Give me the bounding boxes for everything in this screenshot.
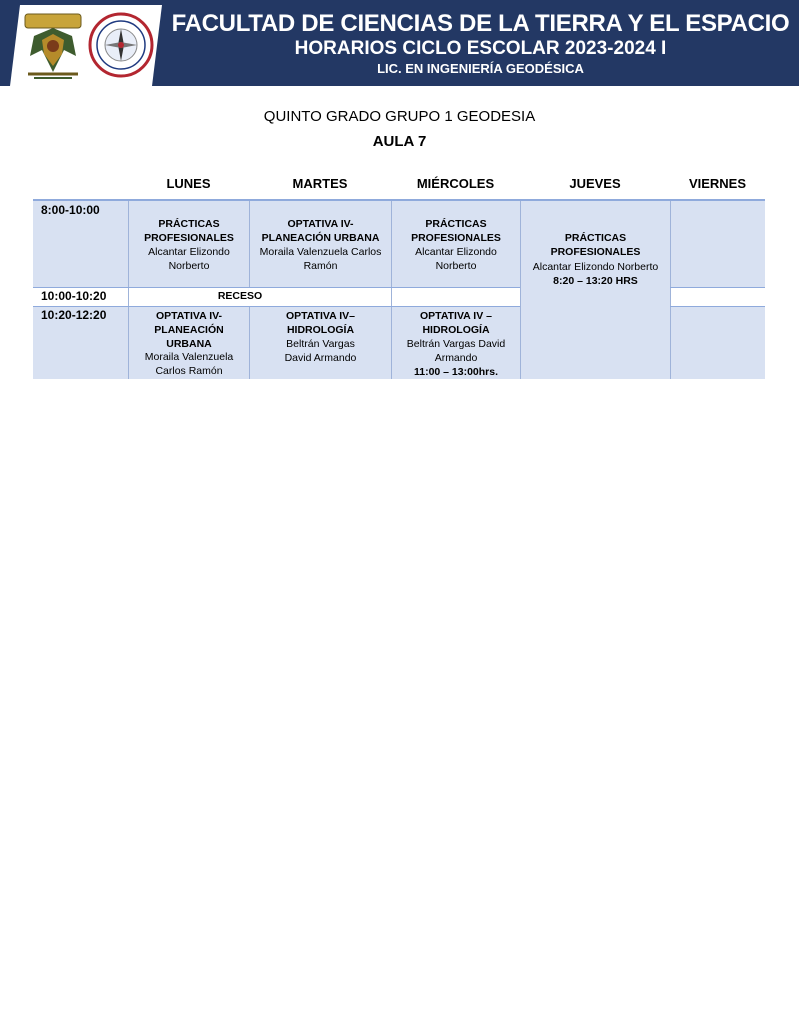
time-cell: [33, 287, 128, 306]
class-slot: [249, 201, 391, 287]
class-title: OPTATIVA IV– HIDROLOGÍA: [285, 310, 356, 336]
time-cell: [33, 201, 128, 287]
header-banner: [0, 0, 799, 86]
empty-slot: [670, 201, 765, 287]
class-teacher: Beltrán Vargas David Armando: [406, 338, 506, 364]
row-divider: [670, 306, 765, 307]
group-heading: QUINTO GRADO GRUPO 1 GEODESIA: [263, 108, 536, 125]
day-header-monday: LUNES: [166, 176, 211, 191]
class-teacher: Alcantar Elizondo Norberto: [148, 246, 230, 272]
university-crest-icon: [22, 10, 84, 82]
empty-slot: [391, 288, 520, 306]
empty-slot: [670, 288, 765, 306]
empty-slot: [670, 307, 765, 379]
row-divider: [670, 287, 765, 288]
time-label: 10:20-12:20: [41, 308, 107, 322]
day-header-thursday: JUEVES: [569, 176, 621, 191]
time-cell: [33, 306, 128, 379]
class-note: 11:00 – 13:00hrs.: [413, 366, 499, 378]
row-divider: [33, 287, 520, 288]
faculty-seal-icon: [88, 12, 154, 78]
class-slot: [249, 307, 391, 379]
class-teacher: Beltrán Vargas David Armando: [284, 338, 357, 364]
day-header-friday: VIERNES: [688, 176, 747, 191]
faculty-title: FACULTAD DE CIENCIAS DE LA TIERRA Y EL ESPACIO: [171, 10, 790, 37]
class-title: PRÁCTICAS PROFESIONALES: [144, 218, 234, 244]
class-title: OPTATIVA IV-PLANEACIÓN URBANA: [261, 218, 380, 244]
day-header-wednesday: MIÉRCOLES: [416, 176, 495, 191]
time-label: 10:00-10:20: [41, 289, 107, 303]
class-slot: [391, 307, 520, 379]
class-title: PRÁCTICAS PROFESIONALES: [411, 218, 501, 244]
class-note: 8:20 – 13:20 HRS: [553, 275, 638, 287]
class-title: OPTATIVA IV – HIDROLOGÍA: [420, 310, 492, 336]
schedule-subtitle: HORARIOS CICLO ESCOLAR 2023-2024 I: [294, 38, 667, 59]
class-teacher: Alcantar Elizondo Norberto: [532, 261, 659, 273]
banner-text: [162, 10, 799, 77]
class-title: PRÁCTICAS PROFESIONALES: [550, 232, 641, 258]
classroom-heading: AULA 7: [372, 133, 427, 150]
class-slot: [391, 201, 520, 287]
break-label: RECESO: [128, 288, 391, 306]
class-slot: [128, 201, 249, 287]
class-teacher: Alcantar Elizondo Norberto: [415, 246, 497, 272]
time-label: 8:00-10:00: [41, 203, 100, 217]
program-name: LIC. EN INGENIERÍA GEODÉSICA: [377, 61, 584, 76]
table-top-rule: [33, 199, 765, 201]
class-teacher: Moraila Valenzuela Carlos Ramón: [259, 246, 382, 272]
class-teacher: Moraila Valenzuela Carlos Ramón: [144, 351, 234, 377]
row-divider: [33, 306, 520, 307]
class-slot: [520, 201, 670, 379]
schedule-table: [33, 199, 765, 379]
day-header-tuesday: MARTES: [292, 176, 348, 191]
class-title: OPTATIVA IV-PLANEACIÓN URBANA: [154, 310, 224, 350]
